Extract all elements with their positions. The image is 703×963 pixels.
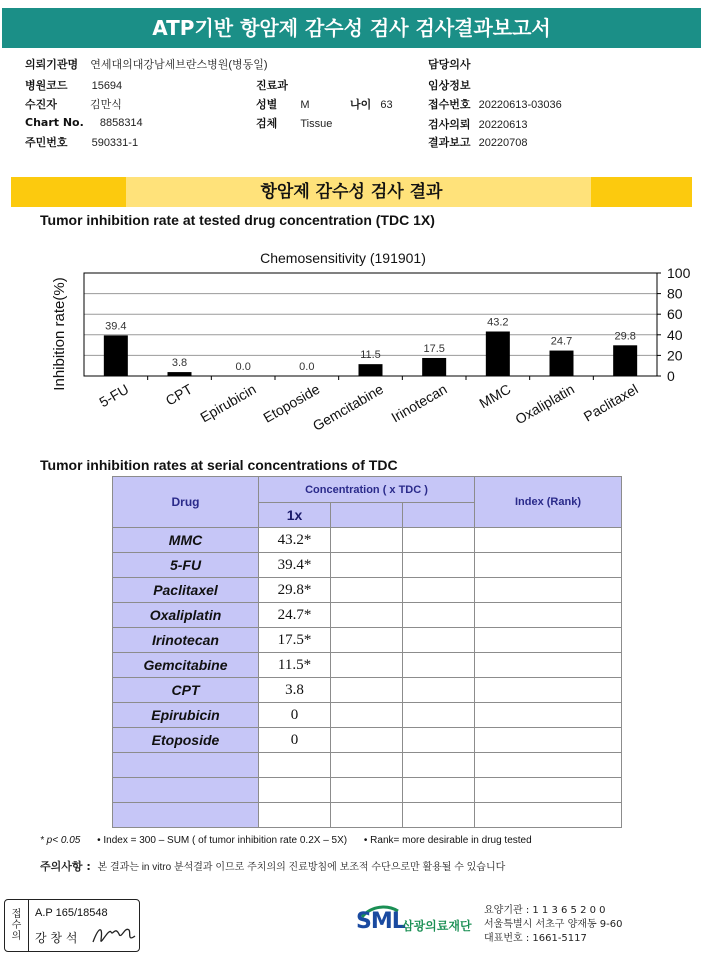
value-1x-cell [259,778,331,803]
drug-cell: Epirubicin [113,703,259,728]
drug-cell: Paclitaxel [113,578,259,603]
value-3-cell [403,528,475,553]
table-row [113,553,622,578]
table-row [113,728,622,753]
value-1x-cell [259,803,331,828]
value-2-cell [331,628,403,653]
age-label: 나이 [350,98,372,111]
table-row [113,803,622,828]
chart-data-label: 39.4 [105,320,127,333]
index-definition: • Index = 300 – SUM ( of tumor inhibition rate 0.2X – 5X) [97,835,348,846]
phone: 대표번호 : 1661-5117 [484,933,587,944]
footnotes [40,835,532,846]
value-3-cell [403,703,475,728]
value-3-cell [403,678,475,703]
caution-note [40,858,505,874]
value-1x-cell: 43.2* [259,528,331,553]
value-1x-cell: 11.5* [259,653,331,678]
tdc-heading: Tumor inhibition rate at tested drug concentration (TDC 1X) [40,212,435,228]
institution-label: 의뢰기관명 [25,58,79,71]
contact-info [484,904,623,946]
subject-label: 수진자 [25,98,57,111]
chemosensitivity-chart [0,0,703,460]
drug-cell: CPT [113,678,259,703]
caution-text: 본 결과는 in vitro 분석결과 이므로 주치의의 진료방침에 보조적 수단으로만 활용될 수 있습니다 [97,862,506,873]
value-1x-cell: 39.4* [259,553,331,578]
report-value: 20220708 [478,137,528,149]
chart-data-label: 0.0 [299,361,315,373]
value-1x-cell: 0 [259,703,331,728]
signature-icon [91,922,137,948]
caution-label: 주의사항 : [40,860,91,873]
chart-bars [104,317,637,376]
table-row [113,703,622,728]
specimen-value: Tissue [300,118,333,130]
value-2-cell [331,778,403,803]
table-row [113,603,622,628]
drug-cell: Irinotecan [113,628,259,653]
hospital-code-value: 15694 [91,80,123,92]
chart-x-tick-label: Epirubicin [197,380,259,426]
value-3-cell [403,778,475,803]
stamp-ap-number: A.P 165/18548 [35,907,108,919]
value-2-cell [331,553,403,578]
dept-label: 진료과 [256,79,288,92]
stamp-name: 강 창 석 [35,931,78,945]
value-1x-cell [259,753,331,778]
chart-data-label: 11.5 [360,349,381,362]
chart-bar [359,364,383,376]
chart-x-tick-label: 5-FU [96,380,132,411]
chart-x-tick-label: MMC [476,380,514,412]
chart-title: Chemosensitivity (191901) [260,250,426,266]
value-1x-cell: 29.8* [259,578,331,603]
chart-bar [422,358,446,376]
value-2-cell [331,703,403,728]
chart-data-label: 29.8 [614,330,636,343]
table-row [113,653,622,678]
pvalue-note: * p< 0.05 [40,835,81,846]
index-rank-cell [475,803,622,828]
receipt-value: 20220613-03036 [478,99,562,111]
chart-bar [168,372,192,376]
table-row [113,753,622,778]
value-2-cell [331,678,403,703]
chart-no-label: Chart No. [25,116,84,129]
index-rank-cell [475,653,622,678]
sml-logo [356,905,476,945]
chart-x-ticks [96,381,640,434]
table-row [113,578,622,603]
section-title: 항암제 감수성 검사 결과 [260,182,443,202]
drug-header: Drug [113,477,259,528]
chart-x-tick-label: Paclitaxel [580,380,641,425]
stamp-vertical-label: 접수의 [5,900,29,951]
report-title: ATP기반 항암제 감수성 검사 검사결과보고서 [2,8,701,48]
hospital-code-label: 병원코드 [25,79,68,92]
index-rank-cell [475,603,622,628]
chart-x-tick-label: Oxaliplatin [512,380,577,428]
value-1x-cell: 3.8 [259,678,331,703]
drug-cell: 5-FU [113,553,259,578]
value-3-cell [403,628,475,653]
index-rank-cell [475,728,622,753]
index-rank-header: Index (Rank) [475,477,622,528]
value-1x-cell: 24.7* [259,603,331,628]
address: 서울특별시 서초구 양재동 9-60 [484,919,623,930]
value-3-cell [403,803,475,828]
table-row [113,628,622,653]
clinical-label: 임상정보 [428,79,471,92]
age-value: 63 [380,99,393,111]
index-rank-cell [475,628,622,653]
chart-x-tick-label: CPT [162,380,195,409]
organization-name: 삼광의료재단 [402,919,472,933]
value-3-cell [403,653,475,678]
chart-bar [486,332,510,376]
table-row [113,778,622,803]
conc-3-header [403,503,475,528]
receipt-stamp [4,899,140,952]
conc-1x-header: 1x [259,503,331,528]
value-3-cell [403,753,475,778]
chart-x-tick-label: Etoposide [260,380,323,426]
chart-y-tick-label: 40 [667,326,683,343]
chart-y-tick-label: 0 [667,368,675,384]
value-3-cell [403,728,475,753]
drug-cell [113,753,259,778]
request-label: 검사의뢰 [428,118,471,131]
resident-value: 590331-1 [91,137,139,149]
value-2-cell [331,603,403,628]
value-3-cell [403,553,475,578]
institution-code: 요양기관 : 1 1 3 6 5 2 0 0 [484,905,606,916]
chart-data-label: 17.5 [423,342,445,355]
value-2-cell [331,653,403,678]
institution-value: 연세대의대강남세브란스병원(병동일) [90,59,268,71]
chart-no-value: 8858314 [99,117,143,129]
drug-cell [113,803,259,828]
value-1x-cell: 0 [259,728,331,753]
index-rank-cell [475,528,622,553]
chart-y-tick-label: 100 [667,265,691,281]
request-value: 20220613 [478,119,528,131]
chart-x-tick-label: Gemcitabine [309,380,386,434]
drug-cell: Oxaliplatin [113,603,259,628]
doctor-label: 담당의사 [428,58,471,71]
chart-data-label: 0.0 [235,361,251,373]
subject-value: 김만식 [89,99,122,111]
rank-definition: • Rank= more desirable in drug tested [363,835,532,846]
value-3-cell [403,578,475,603]
table-row [113,678,622,703]
resident-label: 주민번호 [25,136,68,149]
index-rank-cell [475,553,622,578]
chart-data-label: 3.8 [171,357,188,370]
chart-y-tick-label: 80 [667,285,683,302]
chart-data-label: 24.7 [550,335,573,348]
serial-concentration-table [112,476,622,828]
value-2-cell [331,528,403,553]
value-1x-cell: 17.5* [259,628,331,653]
value-2-cell [331,753,403,778]
receipt-label: 접수번호 [428,98,471,111]
drug-cell: Etoposide [113,728,259,753]
chart-y-tick-label: 20 [667,347,683,364]
value-2-cell [331,578,403,603]
concentration-header: Concentration ( x TDC ) [259,477,475,503]
sex-label: 성별 [256,98,278,111]
serial-heading: Tumor inhibition rates at serial concentrations of TDC [40,457,398,473]
index-rank-cell [475,753,622,778]
chart-bar [550,351,574,376]
chart-bar [104,335,128,376]
value-2-cell [331,803,403,828]
report-label: 결과보고 [428,136,471,149]
drug-cell: MMC [113,528,259,553]
chart-data-label: 43.2 [487,316,509,329]
index-rank-cell [475,703,622,728]
table-row [113,528,622,553]
sex-value: M [300,99,310,111]
value-3-cell [403,603,475,628]
chart-bar [613,345,637,376]
index-rank-cell [475,678,622,703]
index-rank-cell [475,578,622,603]
specimen-label: 검체 [256,117,278,130]
chart-x-tick-label: Irinotecan [388,380,450,426]
drug-cell [113,778,259,803]
chart-y-axis-label: Inhibition rate(%) [51,277,68,391]
value-2-cell [331,728,403,753]
conc-2-header [331,503,403,528]
logo-mark: SML [356,909,405,934]
drug-cell: Gemcitabine [113,653,259,678]
index-rank-cell [475,778,622,803]
chart-y-ticks [657,265,691,384]
chart-y-tick-label: 60 [667,306,683,323]
